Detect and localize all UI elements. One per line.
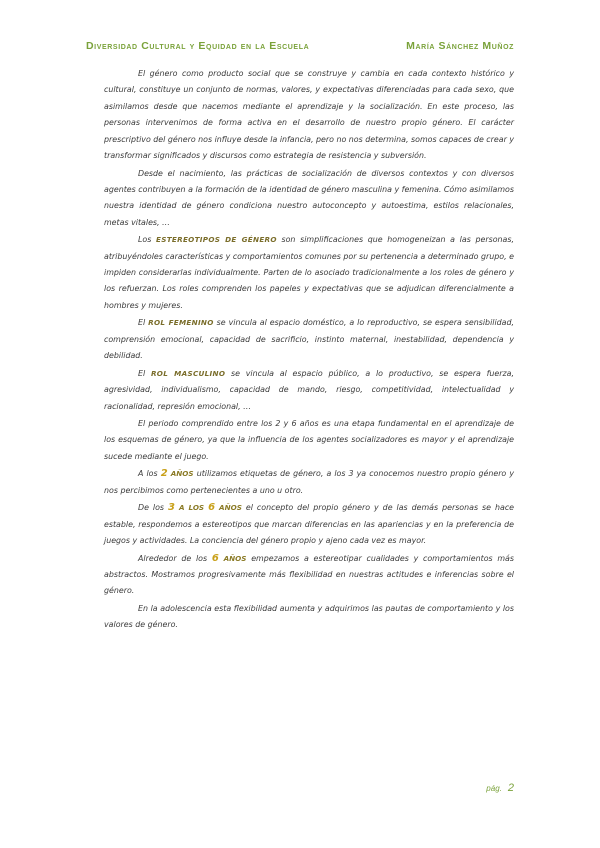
paragraph-9-lead: Alrededor de los	[138, 553, 208, 563]
page-number: 2	[507, 782, 514, 794]
paragraph-7-lead: A los	[138, 469, 158, 479]
paragraph-8	[104, 500, 514, 549]
course-title: Diversidad Cultural y Equidad en la Escuela	[86, 40, 310, 52]
page-header	[86, 40, 514, 58]
paragraph-8-text: el concepto del propio género y de las demás personas se hace estable, respondemos a estereotipos que marcan diferencias en las apariencias y en la preferencia de juegos y actividades. La conciencia del género propio y ajeno cada vez es mayor.	[104, 503, 515, 546]
paragraph-9-text: empezamos a estereotipar cualidades y comportamientos más abstractos. Mostramos progresivamente más flexibilidad en nuestras actitudes e inferencias sobre el género.	[104, 553, 514, 596]
paragraph-3	[104, 232, 514, 314]
paragraph-5-lead: El	[138, 368, 146, 378]
paragraph-4	[104, 315, 514, 364]
paragraph-9	[104, 551, 514, 600]
term-a-los: A LOS	[178, 503, 205, 513]
paragraph-5-text: se vincula al espacio público, a lo productivo, se espera fuerza, agresividad, individualismo, capacidad de mando, riesgo, competitividad, intelectualidad y racionalidad, represión emocional, …	[104, 368, 515, 411]
age-6-number: 6	[211, 552, 219, 564]
term-anos: AÑOS	[170, 469, 194, 479]
paragraph-6: El periodo comprendido entre los 2 y 6 años es una etapa fundamental en el aprendizaje de los esquemas de género, ya que la influencia de los agentes socializadores es mayor y el aprendizaje sucede mediante el juego.	[104, 419, 514, 461]
term-anos: AÑOS	[219, 503, 242, 513]
paragraph-1: El género como producto social que se construye y cambia en cada contexto histórico y cultural, constituye un conjunto de normas, valores, y expectativas diferenciadas para cada sexo, que asimilamos desde que nacemos mediante el aprendizaje y la socialización. En este proceso, las personas intervenimos de forma activa en el desarrollo de nuestro propio género. El carácter prescriptivo del género nos influye desde la infancia, pero no nos determina, somos capaces de crear y transformar significados y discursos como estrategia de resistencia y subversión.	[104, 69, 514, 161]
age-6-number: 6	[208, 502, 216, 514]
term-estereotipos: ESTEREOTIPOS DE GÉNERO	[156, 235, 277, 245]
age-3-number: 3	[168, 502, 175, 514]
paragraph-3-lead: Los	[138, 235, 152, 245]
term-rol-masculino: ROL MASCULINO	[150, 368, 226, 378]
paragraph-8-lead: De los	[138, 503, 165, 513]
paragraph-4-lead: El	[138, 318, 146, 328]
term-rol-femenino: ROL FEMENINO	[148, 318, 214, 328]
age-2-number: 2	[160, 468, 168, 480]
author-name: María Sánchez Muñoz	[406, 40, 514, 52]
page-label: pág.	[486, 784, 502, 793]
paragraph-3-text: son simplificaciones que homogeneizan a las personas, atribuyéndoles características y comportamientos comunes por su pertenencia a determinado grupo, e impiden considerarlas individualmente. Parten de lo asociado tradicionalmente a los roles de género y los refuerzan. Los roles comprenden los papeles y expectativas que se adjudican diferencialmente a hombres y mujeres.	[104, 235, 514, 310]
page-footer	[486, 778, 514, 796]
term-anos: AÑOS	[223, 553, 247, 563]
paragraph-4-text: se vincula al espacio doméstico, a lo reproductivo, se espera sensibilidad, comprensión emocional, capacidad de sacrificio, instinto maternal, inestabilidad, dependencia y debilidad.	[104, 318, 515, 361]
paragraph-5	[104, 366, 514, 415]
paragraph-7-text: utilizamos etiquetas de género, a los 3 ya conocemos nuestro propio género y nos percibimos como pertenecientes a uno u otro.	[104, 469, 514, 495]
document-body	[104, 66, 514, 635]
paragraph-2: Desde el nacimiento, las prácticas de socialización de diversos contextos y con diversos agentes contribuyen a la formación de la identidad de género masculina y femenina. Cómo asimilamos nuestra identidad de género condiciona nuestro autoconcepto y autoestima, estilos relacionales, metas vitales, …	[104, 168, 514, 227]
paragraph-10: En la adolescencia esta flexibilidad aumenta y adquirimos las pautas de comportamiento y los valores de género.	[104, 603, 514, 630]
paragraph-7	[104, 466, 514, 499]
